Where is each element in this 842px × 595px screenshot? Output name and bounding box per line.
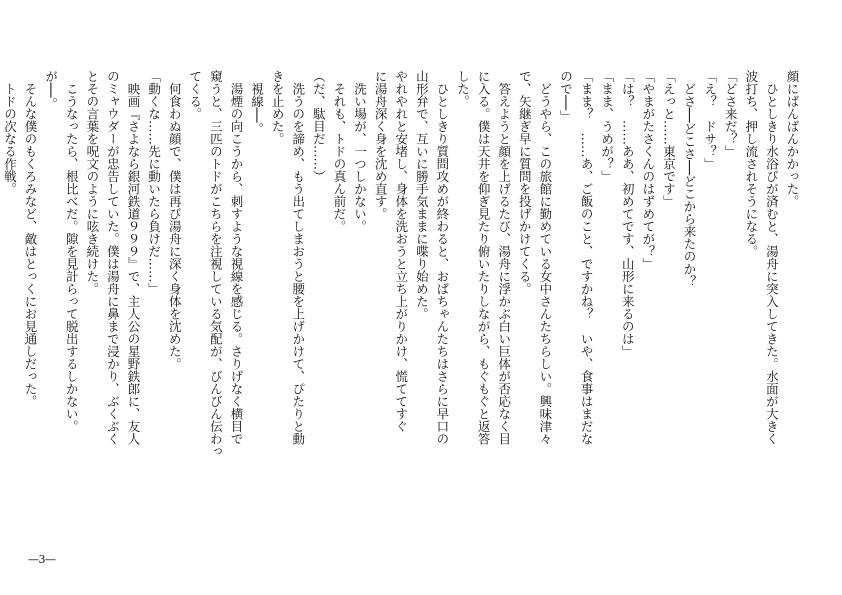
text-line: 答えようと顔を上げるたび、湯舟に浮かぶ白い巨体が否応なく目 (496, 70, 512, 445)
text-line: 「動くな……先に動いたら負けだ……」 (146, 70, 162, 295)
vertical-body-text (0, 70, 802, 530)
text-line: 「どさ来だ？」 (723, 70, 739, 158)
text-line: 「え？ ドサ？」 (702, 70, 718, 170)
text-line: 「やまがたさくんのはずめてが？」 (640, 70, 656, 270)
text-line: どうやら、この旅館に勤めている女中さんたちらしい。興味津々 (537, 70, 553, 445)
text-line: それも、トドの真ん前だ。 (331, 70, 347, 233)
text-line: のミャウダーが忠告していた。僕は湯舟に鼻まで浸かり、ぶくぶく (105, 70, 121, 445)
text-line: 洗い場が、一つしかない。 (352, 70, 368, 233)
text-line: 波打ち、押し流されそうになる。 (743, 70, 759, 258)
text-line: 山形弁で、互いに勝手気ままに喋り始めた。 (414, 70, 430, 320)
text-line: で、矢継ぎ早に質問を投げかけてくる。 (517, 70, 533, 295)
text-line: どさ──どこさ──どこから来たのか？ (682, 70, 698, 288)
text-line: 洗うのを諦め、もう出てしまおうと腰を上げかけて、ぴたりと動 (290, 70, 306, 445)
page-number: —3— (28, 553, 56, 566)
text-line: 顔にばんばんかかった。 (785, 70, 800, 208)
text-line: そんな僕のもくろみなど、敵はとっくにお見通しだった。 (23, 70, 39, 408)
text-line: した。 (455, 70, 471, 108)
text-line: 「は？ ……ああ、初めてです、山形に来るのは」 (620, 70, 636, 358)
text-line: 窺うと、三匹のトドがこちらを注視している気配が、びんびん伝わっ (208, 70, 224, 458)
text-line: ひとしきり水浴びが済むと、湯舟に突入してきた。水面が大きく (764, 70, 780, 445)
text-line: 視線──。 (249, 70, 265, 136)
text-line: 「まま？ ……あ、ご飯のこと、ですかね？ いや、食事はまだな (579, 70, 595, 445)
text-line: こうなったら、根比べだ。隙を見計らって脱出するしかない。 (64, 70, 80, 433)
text-line: 映画『さよなら銀河鉄道９９９』で、主人公の星野鉄郎に、友人 (126, 70, 141, 445)
text-line: 「えっと……東京です」 (661, 70, 677, 208)
text-line: が──。 (43, 70, 59, 111)
text-line: 何食わぬ顔で、僕は再び湯舟に深く身体を沈めた。 (167, 70, 183, 370)
text-line: てくる。 (187, 70, 203, 120)
text-line: トドの次なる作戦。 (2, 70, 18, 195)
text-line: きを止めた。 (270, 70, 286, 145)
text-line: 「まま、うめが？」 (599, 70, 615, 183)
text-line: とその言葉を呪文のように呟き続けた。 (84, 70, 100, 295)
text-line: （だ、駄目だ……） (311, 70, 327, 183)
text-line: ひとしきり質問攻めが終わると、おばちゃんたちはさらに早口の (434, 70, 450, 445)
text-line: に湯舟深く身を沈め直す。 (373, 70, 389, 220)
text-line: ので──」 (558, 70, 574, 123)
text-line: 湯煙の向こうから、刺すような視線を感じる。さりげなく横目で (228, 70, 244, 445)
text-line: に入る。僕は天井を仰ぎ見たり俯いたりしながら、もぐもぐと返答 (476, 70, 492, 445)
text-line: やれやれと安堵し、身体を洗おうと立ち上がりかけ、慌ててすぐ (393, 70, 409, 433)
